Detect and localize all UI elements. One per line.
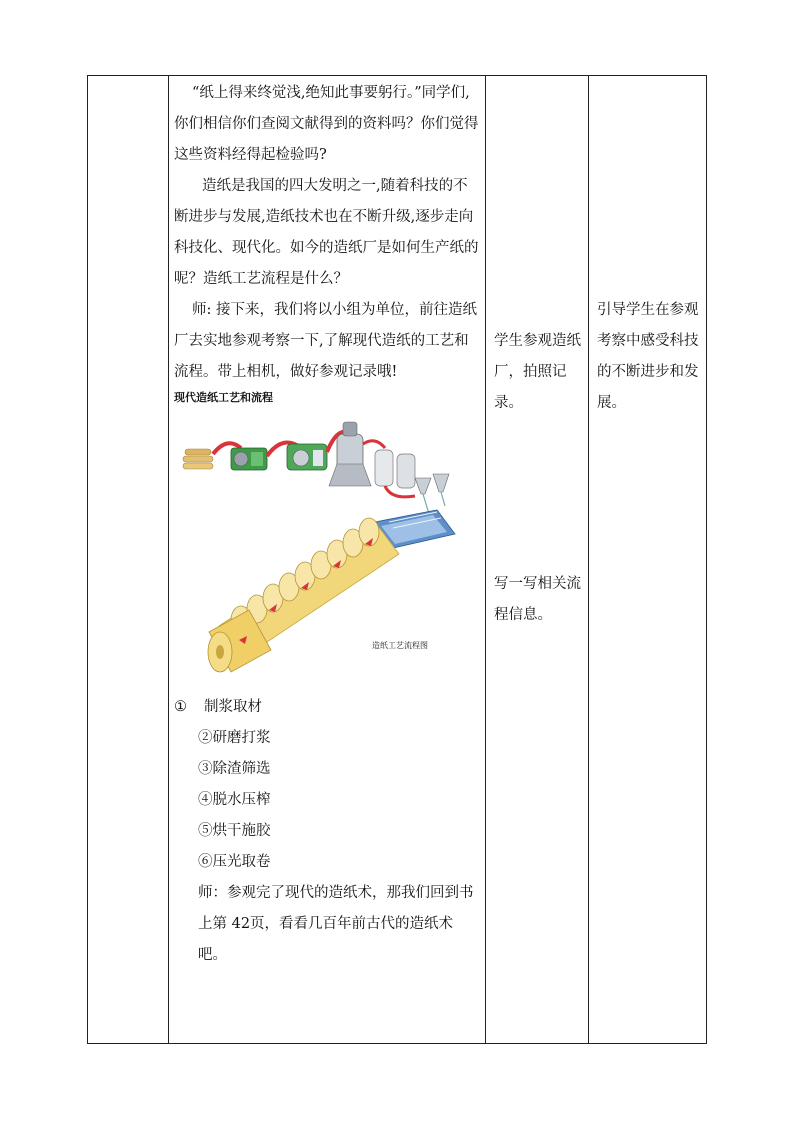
- lesson-table: [87, 75, 707, 1044]
- intro-paragraph: 造纸是我国的四大发明之一,随着科技的不断进步与发展,造纸技术也在不断升级,逐步走向科技化、现代化。如今的造纸厂是如何生产纸的呢？造纸工艺流程是什么？: [174, 178, 479, 287]
- figure-caption: 造纸工艺流程图: [372, 641, 428, 650]
- intro-paragraph: 师: 接下来，我们将以小组为单位，前往造纸厂去实地参观考察一下,了解现代造纸的工艺和流程。带上相机，做好参观记录哦!: [174, 302, 477, 380]
- design-intent-text: 引导学生在参观考察中感受科技的不断进步和发展。: [597, 302, 699, 411]
- storage-tanks-icon: [375, 450, 415, 497]
- process-steps-list: [174, 692, 481, 971]
- empty-first-column: [88, 76, 168, 1043]
- teaching-content-cell: [169, 76, 485, 1043]
- digester-tank-icon: [329, 422, 371, 486]
- step-number: ①: [174, 699, 187, 715]
- closing-paragraph: 师：参观完了现代的造纸术，那我们回到书上第 42页，看看几百年前古代的造纸术吧。: [198, 885, 474, 963]
- design-intent-cell: [589, 76, 707, 1043]
- intro-paragraph: “纸上得来终觉浅,绝知此事要躬行。”同学们,你们相信你们查阅文献得到的资料吗？你们觉得这些资料经得起检验吗?: [174, 85, 479, 163]
- process-step: ⑥压光取卷: [198, 854, 271, 870]
- papermaking-process-figure: [179, 414, 467, 684]
- student-activity-cell: [486, 76, 588, 1043]
- student-activity-visit: 学生参观造纸厂，拍照记录。: [494, 333, 581, 411]
- process-step: ⑤烘干施胶: [198, 823, 271, 839]
- section-title: 现代造纸工艺和流程: [174, 391, 273, 404]
- process-step: ②研磨打浆: [198, 730, 271, 746]
- step-text: 制浆取材: [204, 699, 262, 715]
- process-step: ④脱水压榨: [198, 792, 271, 808]
- process-step: ③除渣筛选: [198, 761, 271, 777]
- pulping-machine-icon: [287, 444, 327, 470]
- chipper-machine-icon: [231, 448, 267, 470]
- raw-logs-icon: [183, 449, 213, 469]
- screening-funnels-icon: [415, 474, 449, 514]
- student-activity-write: 写一写相关流程信息。: [494, 576, 581, 623]
- process-step: [174, 692, 481, 723]
